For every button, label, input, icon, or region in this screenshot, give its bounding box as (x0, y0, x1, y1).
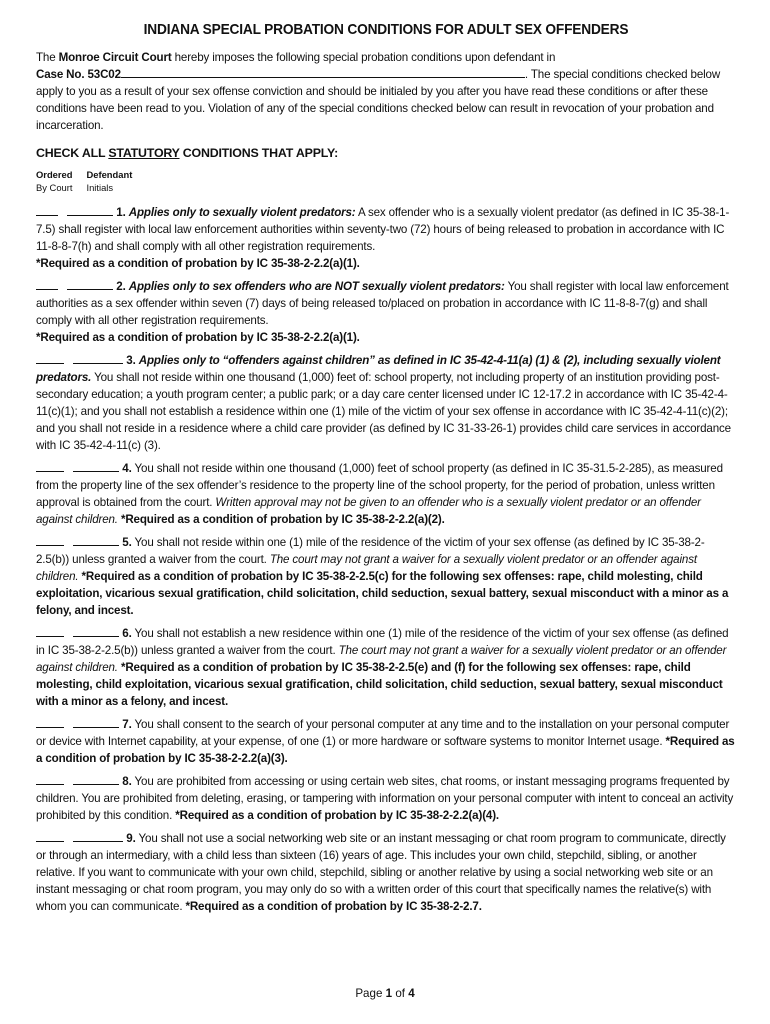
condition-number: 3. (126, 354, 136, 367)
ordered-by-court-blank[interactable] (36, 352, 64, 364)
condition-number: 6. (122, 627, 132, 640)
ordered-by-court-blank[interactable] (36, 830, 64, 842)
heading-text: CONDITIONS THAT APPLY: (179, 146, 339, 160)
condition-6 (36, 625, 736, 710)
condition-8 (36, 773, 736, 824)
condition-applicability: Applies only to sexually violent predators: (128, 206, 356, 219)
condition-text: You shall not establish a new residence within one (1) mile of the residence of the victim of your sex offense (as defined in IC 35-38-2-2.5(b)) unless granted a waiver from the court. (36, 627, 729, 657)
defendant-initials-blank[interactable] (73, 460, 119, 472)
document-page (36, 22, 736, 921)
condition-requirement: *Required as a condition of probation by IC 35-38-2-2.7. (185, 900, 482, 913)
heading-text: CHECK ALL (36, 146, 109, 160)
condition-number: 5. (122, 536, 132, 549)
condition-number: 9. (126, 832, 136, 845)
defendant-initials-blank[interactable] (73, 625, 119, 637)
defendant-initials-blank[interactable] (73, 534, 119, 546)
case-number-label: Case No. 53C02 (36, 68, 121, 81)
defendant-initials-blank[interactable] (73, 716, 119, 728)
condition-applicability: Applies only to “offenders against children” as defined in IC 35-42-4-11(a) (1) & (2), including sexually violent predators. (36, 354, 721, 384)
condition-number: 7. (122, 718, 132, 731)
ordered-label: Ordered (36, 169, 73, 180)
court-name: Monroe Circuit Court (58, 51, 172, 64)
condition-number: 2. (116, 280, 126, 293)
total-pages: 4 (408, 987, 415, 1000)
defendant-initials-blank[interactable] (67, 204, 113, 216)
ordered-by-court-blank[interactable] (36, 460, 64, 472)
condition-number: 1. (116, 206, 126, 219)
ordered-by-court-blank[interactable] (36, 534, 64, 546)
condition-9 (36, 830, 736, 915)
condition-text: You shall not reside within one thousand (1,000) feet of: school property, not including property of an institution providing post-secondary education; a youth program center; a public park; or a day care center licensed under IC 12-17.2 in accordance with IC 35-42-4-11(c)(1); and you shall not establish a residence within one (1) mile of the victim of your sex offense in accordance with IC 35-42-4-11(c)(2); and you shall not reside in a residence where a child care provider (as defined by IC 31-33-26-1) provides child care services in accordance with IC 35-42-4-11(c) (3). (36, 371, 731, 452)
ordered-by-court-blank[interactable] (36, 204, 58, 216)
condition-requirement: *Required as a condition of probation by IC 35-38-2-2.5(e) and (f) for the following sex offenses: rape, child molesting, child exploitation, vicarious sexual gratification, child solicitation, child seduction, sexual battery, sexual misconduct with a minor as a felony, and incest. (36, 661, 723, 708)
condition-number: 8. (122, 775, 132, 788)
footer-text: of (392, 987, 409, 1000)
condition-number: 4. (122, 462, 132, 475)
ordered-by-court-blank[interactable] (36, 773, 64, 785)
heading-underlined: STATUTORY (108, 146, 180, 160)
condition-requirement: *Required as a condition of probation by IC 35-38-2-2.2(a)(3). (36, 735, 735, 765)
condition-requirement: *Required as a condition of probation by IC 35-38-2-2.5(c) for the following sex offenses: rape, child molesting, child exploitation, vicarious sexual gratification, child solicitation, child seduction, sexual battery, sexual misconduct with a minor as a felony, and incest. (36, 570, 729, 617)
current-page: 1 (385, 987, 393, 1000)
defendant-initials-label (86, 168, 132, 194)
condition-requirement: *Required as a condition of probation by IC 35-38-2-2.2(a)(4). (175, 809, 499, 822)
case-number-blank[interactable] (121, 66, 525, 78)
condition-text: You shall consent to the search of your personal computer at any time and to the installation on your personal computer or device with Internet capability, at your expense, of one (1) or more hardware or software systems to monitor Internet usage. (36, 718, 730, 748)
condition-text: You shall register with local law enforcement authorities as a sex offender within seven (7) days of being released to/placed on probation in accordance with IC 11-8-8-7(g) and shall comply with all other registration requirements. (36, 280, 729, 327)
intro-paragraph (36, 49, 736, 134)
condition-1 (36, 204, 736, 272)
ordered-by-court-label (36, 168, 72, 194)
page-footer (0, 987, 770, 1000)
intro-text: hereby imposes the following special probation conditions upon defendant in (171, 51, 556, 64)
document-title: INDIANA SPECIAL PROBATION CONDITIONS FOR ADULT SEX OFFENDERS (143, 22, 629, 38)
conditions-list (36, 204, 736, 915)
defendant-initials-blank[interactable] (73, 830, 123, 842)
condition-5 (36, 534, 736, 619)
ordered-by-court-blank[interactable] (36, 625, 64, 637)
initials-label: Initials (86, 182, 114, 193)
ordered-by-court-blank[interactable] (36, 716, 64, 728)
column-labels (36, 168, 736, 194)
condition-waiver-note: The court may not grant a waiver for a sexually violent predator or an offender against children. (36, 644, 727, 674)
condition-waiver-note: The court may not grant a waiver for a sexually violent predator or an offender against children. (36, 553, 697, 583)
condition-requirement: *Required as a condition of probation by IC 35-38-2-2.2(a)(1). (36, 331, 360, 344)
condition-text: You shall not use a social networking web site or an instant messaging or chat room program to communicate, directly or through an intermediary, with a child less than sixteen (16) years of age. This includes your own child, stepchild, sibling, or another relative. If you want to communicate with your own child, stepchild, sibling or another relative by using a social networking web site or an instant messaging or chat room program, you may only do so with a written order of this court that specifically names the relative(s) with whom you can communicate. (36, 832, 726, 913)
defendant-initials-blank[interactable] (73, 773, 119, 785)
intro-text: . The special conditions checked below apply to you as a result of your sex offense conviction and should be initialed by you after you have read these conditions or after these conditions have been read to you. Violation of any of the special conditions checked below can result in revocation of your probation and incarceration. (36, 68, 721, 132)
defendant-label: Defendant (86, 169, 133, 180)
condition-2 (36, 278, 736, 346)
condition-applicability: Applies only to sex offenders who are NOT sexually violent predators: (128, 280, 505, 293)
footer-text: Page (355, 987, 386, 1000)
condition-waiver-note: Written approval may not be given to an offender who is a sexually violent predator or an offender against children. (36, 496, 701, 526)
condition-text: You shall not reside within one (1) mile of the residence of the victim of your sex offense (as defined by IC 35-38-2-2.5(b)) unless granted a waiver from the court. (36, 536, 705, 566)
defendant-initials-blank[interactable] (73, 352, 123, 364)
condition-4 (36, 460, 736, 528)
by-court-label: By Court (36, 182, 73, 193)
defendant-initials-blank[interactable] (67, 278, 113, 290)
condition-text: You shall not reside within one thousand (1,000) feet of school property (as defined in IC 35-31.5-2-285), as measured from the property line of the sex offender’s residence to the property line of the school property, for the period of probation, unless written approval is obtained from the court. (36, 462, 723, 509)
statutory-heading (36, 146, 736, 160)
condition-requirement: *Required as a condition of probation by IC 35-38-2-2.2(a)(2). (117, 513, 445, 526)
condition-7 (36, 716, 736, 767)
condition-text: You are prohibited from accessing or using certain web sites, chat rooms, or instant messaging programs frequented by children. You are prohibited from deleting, erasing, or tampering with information on your personal computer with intent to conceal an activity prohibited by this condition. (36, 775, 734, 822)
ordered-by-court-blank[interactable] (36, 278, 58, 290)
condition-3 (36, 352, 736, 454)
condition-requirement: *Required as a condition of probation by IC 35-38-2-2.2(a)(1). (36, 257, 360, 270)
intro-text: The (36, 51, 59, 64)
condition-text: A sex offender who is a sexually violent predator (as defined in IC 35-38-1-7.5) shall register with local law enforcement authorities within seventy-two (72) hours of being released to probation in accordance with IC 11-8-8-7(h) and shall comply with all other registration requirements. (36, 206, 730, 253)
